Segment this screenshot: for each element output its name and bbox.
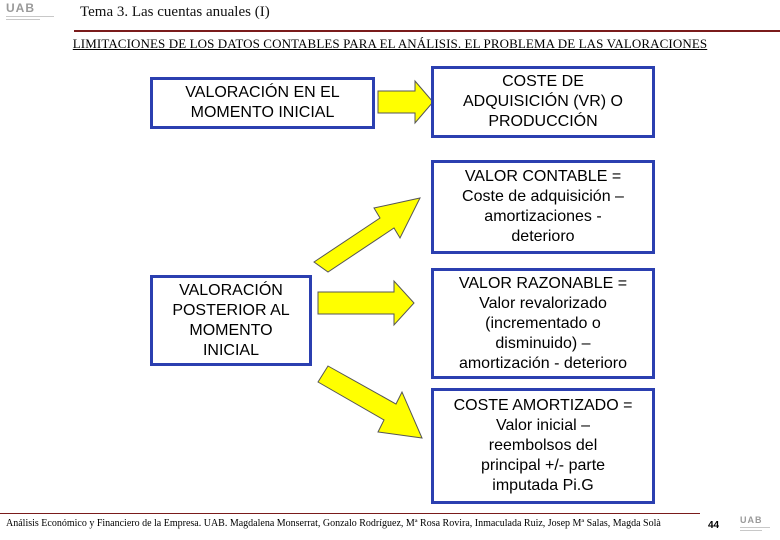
box-line: VALORACIÓN [179,281,283,299]
box-line: Coste de adquisición – [462,188,624,205]
uab-logo [6,2,64,26]
box-line: reembolsos del [488,437,598,454]
header-divider [74,30,780,32]
box-line: deterioro [511,228,575,245]
arrow-initial-to-cost [378,81,433,123]
box-line: VALOR CONTABLE = [464,168,622,185]
box-line: COSTE DE [502,73,584,90]
box-line: VALOR RAZONABLE = [458,274,628,292]
box-later-valuation [150,275,312,366]
footer-divider [0,513,700,514]
slide-title: Tema 3. Las cuentas anuales (I) [80,4,270,20]
box-line: Valor inicial – [496,417,590,434]
box-fair-value [431,268,655,379]
box-amortized-cost [431,388,655,504]
box-book-value [431,160,655,254]
arrow-later-to-fair-value [318,281,414,325]
box-initial-valuation [150,77,375,129]
box-line: disminuido) – [495,334,591,352]
uab-logo-footer-mark: UAB [740,515,763,525]
box-line: MOMENTO [189,321,273,339]
uab-logo-mark: UAB [6,1,35,15]
footer-credits: Análisis Económico y Financiero de la Empresa. UAB. Magdalena Monserrat, Gonzalo Rodríguez, Mª Rosa Rovira, Inmaculada Ruiz, Josep Mª Salas, Magda Solà [6,518,661,529]
box-line: MOMENTO INICIAL [190,104,335,121]
box-line: INICIAL [202,341,259,359]
box-line: COSTE AMORTIZADO = [453,397,633,414]
slide-subtitle: LIMITACIONES DE LOS DATOS CONTABLES PARA EL ANÁLISIS. EL PROBLEMA DE LAS VALORACIONES [72,36,708,51]
box-line: imputada Pi.G [492,477,594,494]
box-line: amortización - deterioro [458,354,628,372]
box-line: (incrementado o [485,314,601,332]
box-line: principal +/- parte [480,457,606,474]
box-line: POSTERIOR AL [172,301,290,319]
box-line: VALORACIÓN EN EL [185,84,340,101]
box-line: PRODUCCIÓN [488,113,598,130]
page-number: 44 [708,520,720,531]
box-line: ADQUISICIÓN (VR) O [462,93,623,110]
box-line: amortizaciones - [484,208,602,225]
arrow-later-to-book-value [314,198,420,272]
box-line: Valor revalorizado [479,294,607,312]
uab-logo-footer [740,516,776,538]
box-acquisition-cost [431,66,655,138]
arrow-later-to-amortized-cost [318,366,422,438]
